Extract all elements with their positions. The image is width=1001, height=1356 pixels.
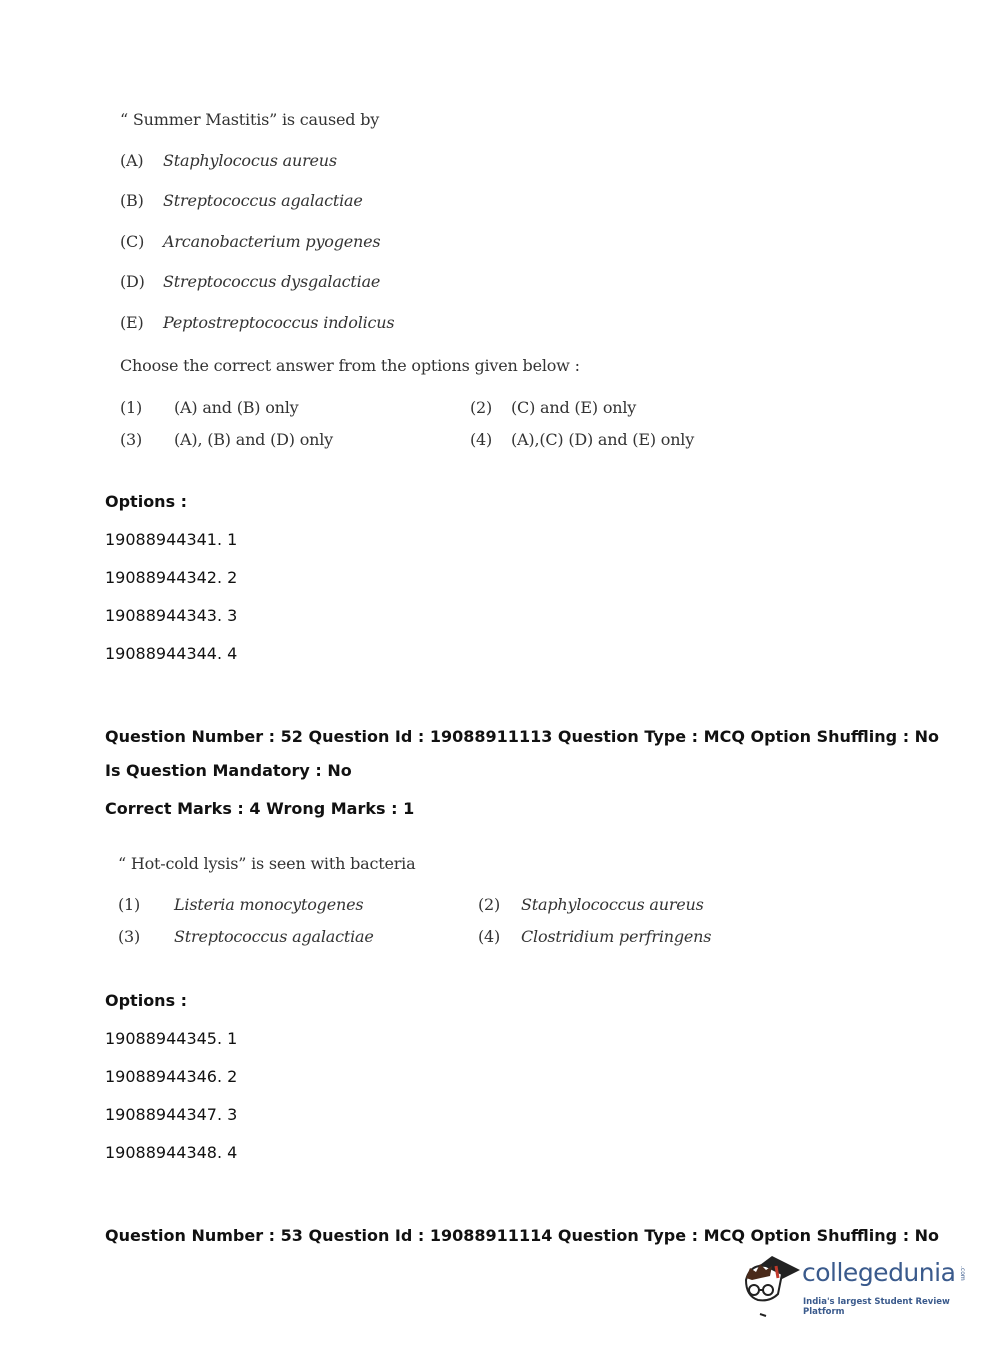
q51-options-label: Options : [105,492,188,511]
q52-header: Question Number : 52 Question Id : 19088911113 Question Type : MCQ Option Shuffling : No [105,727,940,746]
q51-choice-3: (A), (B) and (D) only [174,430,334,449]
q51-option-4: 19088944344. 4 [105,644,238,663]
q51-item-d: Streptococcus dysgalactiae [163,272,381,291]
q52-choice-2-key: (2) [478,895,501,914]
q51-item-b: Streptococcus agalactiae [163,191,363,210]
q52-option-3: 19088944347. 3 [105,1105,238,1124]
q52-option-2: 19088944346. 2 [105,1067,238,1086]
q51-option-3: 19088944343. 3 [105,606,238,625]
q53-header: Question Number : 53 Question Id : 19088911114 Question Type : MCQ Option Shuffling : No [105,1226,940,1245]
q52-choice-1: Listeria monocytogenes [174,895,364,914]
q52-choice-2: Staphylococcus aureus [521,895,704,914]
q52-option-1: 19088944345. 1 [105,1029,238,1048]
q52-option-4: 19088944348. 4 [105,1143,238,1162]
q51-choice-1-key: (1) [120,398,143,417]
q51-instruction: Choose the correct answer from the options given below : [120,356,580,375]
q52-choice-4: Clostridium perfringens [521,927,712,946]
q51-stem: “ Summer Mastitis” is caused by [120,110,380,129]
logo-tagline: India's largest Student Review Platform [803,1297,950,1317]
q52-choice-3: Streptococcus agalactiae [174,927,374,946]
q51-item-b-key: (B) [120,191,144,210]
q51-item-a: Staphylococus aureus [163,151,337,170]
q51-option-2: 19088944342. 2 [105,568,238,587]
q51-item-d-key: (D) [120,272,145,291]
q51-choice-3-key: (3) [120,430,143,449]
q51-item-a-key: (A) [120,151,144,170]
logo-com: .com [959,1266,966,1281]
q52-options-label: Options : [105,991,188,1010]
q51-choice-4-key: (4) [470,430,493,449]
q51-option-1: 19088944341. 1 [105,530,238,549]
q52-stem: “ Hot-cold lysis” is seen with bacteria [118,854,416,873]
q51-choice-2: (C) and (E) only [511,398,637,417]
q52-choice-4-key: (4) [478,927,501,946]
q51-choice-1: (A) and (B) only [174,398,299,417]
q51-item-e-key: (E) [120,313,144,332]
q52-choice-3-key: (3) [118,927,141,946]
q52-mandatory: Is Question Mandatory : No [105,761,352,780]
q52-marks: Correct Marks : 4 Wrong Marks : 1 [105,799,415,818]
q51-choice-4: (A),(C) (D) and (E) only [511,430,695,449]
q51-choice-2-key: (2) [470,398,493,417]
collegedunia-logo [742,1252,972,1322]
q51-item-c: Arcanobacterium pyogenes [163,232,381,251]
q51-item-e: Peptostreptococcus indolicus [163,313,395,332]
mascot-icon [742,1252,802,1318]
logo-name: collegedunia [802,1258,956,1287]
q51-item-c-key: (C) [120,232,145,251]
q52-choice-1-key: (1) [118,895,141,914]
